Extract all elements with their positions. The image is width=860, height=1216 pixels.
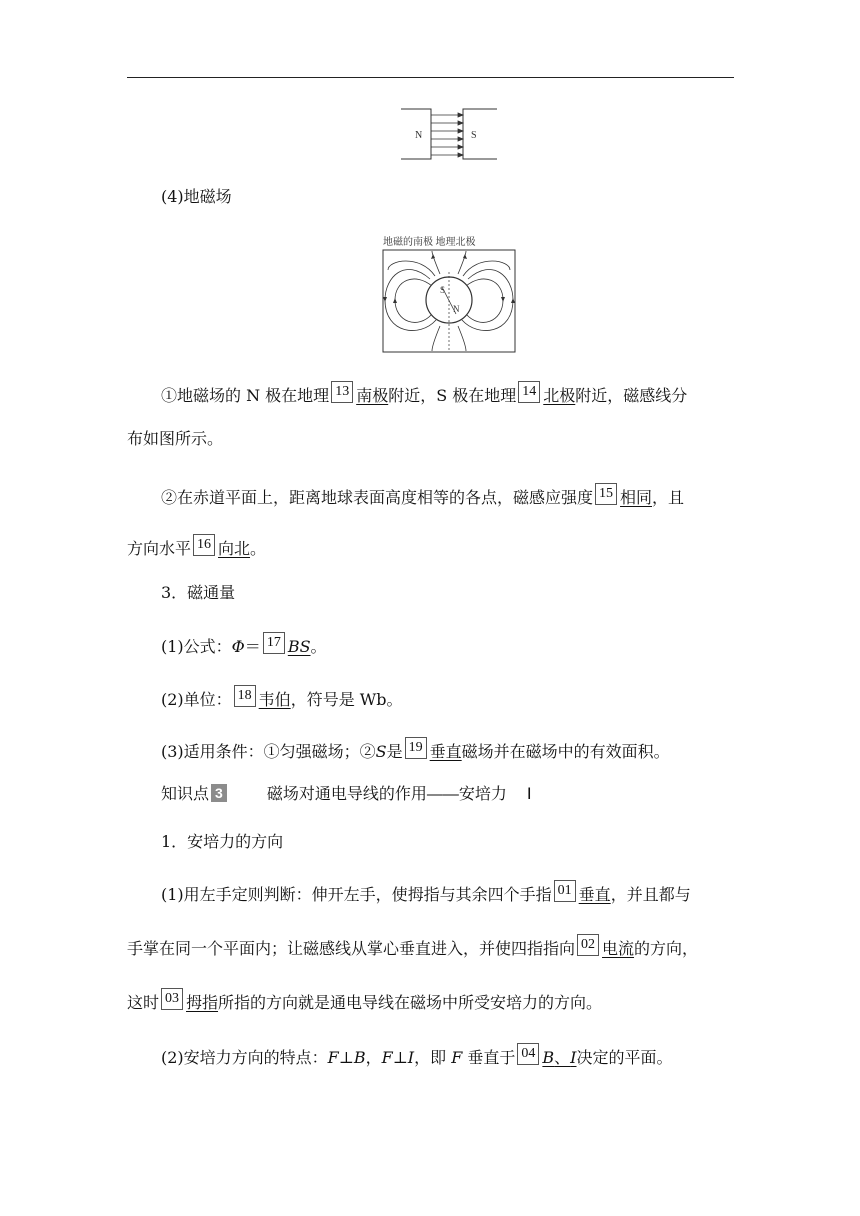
perp-symbol: ⊥ [392,1048,408,1067]
blank-number-01: 01 [554,880,576,902]
header-rule [127,77,734,78]
magnet-n-label: N [415,130,423,141]
text: 是 [386,742,403,761]
condition-line [161,737,670,764]
text: (1)用左手定则判断：伸开左手，使拇指与其余四个手指 [161,885,552,904]
blank-number-02: 02 [577,934,599,956]
kp-label: 知识点 [161,786,210,803]
section-1-title: 1．安培力的方向 [161,832,284,851]
text: ，且 [652,488,685,507]
left-hand-rule-line-2 [127,934,698,961]
text: 这时 [127,993,160,1012]
answer-chuizhi: 垂直 [429,742,462,761]
blank-number-18: 18 [234,685,256,707]
left-hand-rule-line-1 [161,880,691,907]
answer-xiangbei: 向北 [218,539,251,558]
blank-number-04: 04 [517,1043,539,1065]
blank-number-14: 14 [518,381,540,403]
i-symbol: I [407,1048,415,1067]
earth-s-label: S [440,285,446,295]
uniform-field-figure [401,104,497,164]
text: 、 [554,1048,571,1067]
b-symbol: B [542,1048,555,1067]
blank-number-13: 13 [331,381,353,403]
kp-level: Ⅰ [526,786,532,803]
paragraph-1-line-2: 布如图所示。 [127,429,224,448]
formula-line [161,632,327,659]
magnet-s-label: S [471,130,477,141]
answer-beiji: 北极 [543,386,576,405]
text: (1)公式： [161,637,232,656]
text: 所指的方向就是通电导线在磁场中所受安培力的方向。 [218,993,603,1012]
text: ①地磁场的 N 极在地理 [161,386,330,405]
text: 附近，S 极在地理 [388,386,517,405]
text: ，符号是 Wb。 [290,690,403,709]
f-symbol: F [451,1048,463,1067]
figure-caption: 地磁的南极 地理北极 [383,237,476,248]
text: (2)安培力方向的特点： [161,1048,328,1067]
paragraph-2-line-2 [127,534,266,561]
phi-symbol: Φ [231,637,245,656]
answer-bs: BS [287,637,311,656]
text: ②在赤道平面上，距离地球表面高度相等的各点，磁感应强度 [161,488,594,507]
text: 。 [310,637,327,656]
kp-title: 磁场对通电导线的作用——安培力 [266,786,507,803]
text: (2)单位： [161,690,232,709]
earth-n-label: N [453,304,460,314]
left-hand-rule-line-3 [127,988,602,1015]
text: 垂直于 [462,1048,516,1067]
text: 。 [250,539,267,558]
i-symbol: I [570,1048,577,1067]
f-symbol: F [381,1048,393,1067]
text: ，并且都与 [610,885,691,904]
f-symbol: F [327,1048,339,1067]
text: (3)适用条件：①匀强磁场；② [161,742,376,761]
paragraph-1-line-1 [161,381,687,408]
earth-magnetic-field-figure [380,232,520,356]
answer-b-i [542,1048,576,1067]
text: 的方向， [634,939,699,958]
b-symbol: B [353,1048,366,1067]
text: ＝ [244,637,261,656]
answer-chuizhi-2: 垂直 [578,885,611,904]
subsection-4-heading: (4)地磁场 [161,187,232,206]
text: 手掌在同一个平面内；让磁感线从掌心垂直进入，并使四指指向 [127,939,576,958]
blank-number-17: 17 [263,632,285,654]
blank-number-15: 15 [595,483,617,505]
paragraph-2-line-1 [161,483,684,510]
answer-weber: 韦伯 [258,690,291,709]
s-symbol: S [375,742,387,761]
knowledge-point-heading [161,783,532,807]
text: 决定的平面。 [576,1048,673,1067]
text: ，即 [414,1048,452,1067]
answer-nanji: 南极 [356,386,389,405]
blank-number-16: 16 [193,534,215,556]
force-characteristics-line [161,1043,673,1070]
text: 磁场并在磁场中的有效面积。 [461,742,670,761]
blank-number-03: 03 [161,988,183,1010]
text: 方向水平 [127,539,192,558]
text: 附近，磁感线分 [575,386,688,405]
blank-number-19: 19 [405,737,427,759]
answer-xiangtong: 相同 [620,488,653,507]
text: ， [365,1048,382,1067]
perp-symbol: ⊥ [338,1048,354,1067]
kp-number-badge: 3 [211,784,227,802]
answer-dianliu: 电流 [602,939,635,958]
section-3-title: 3．磁通量 [161,583,236,602]
unit-line [161,685,402,712]
answer-muzhi: 拇指 [186,993,219,1012]
